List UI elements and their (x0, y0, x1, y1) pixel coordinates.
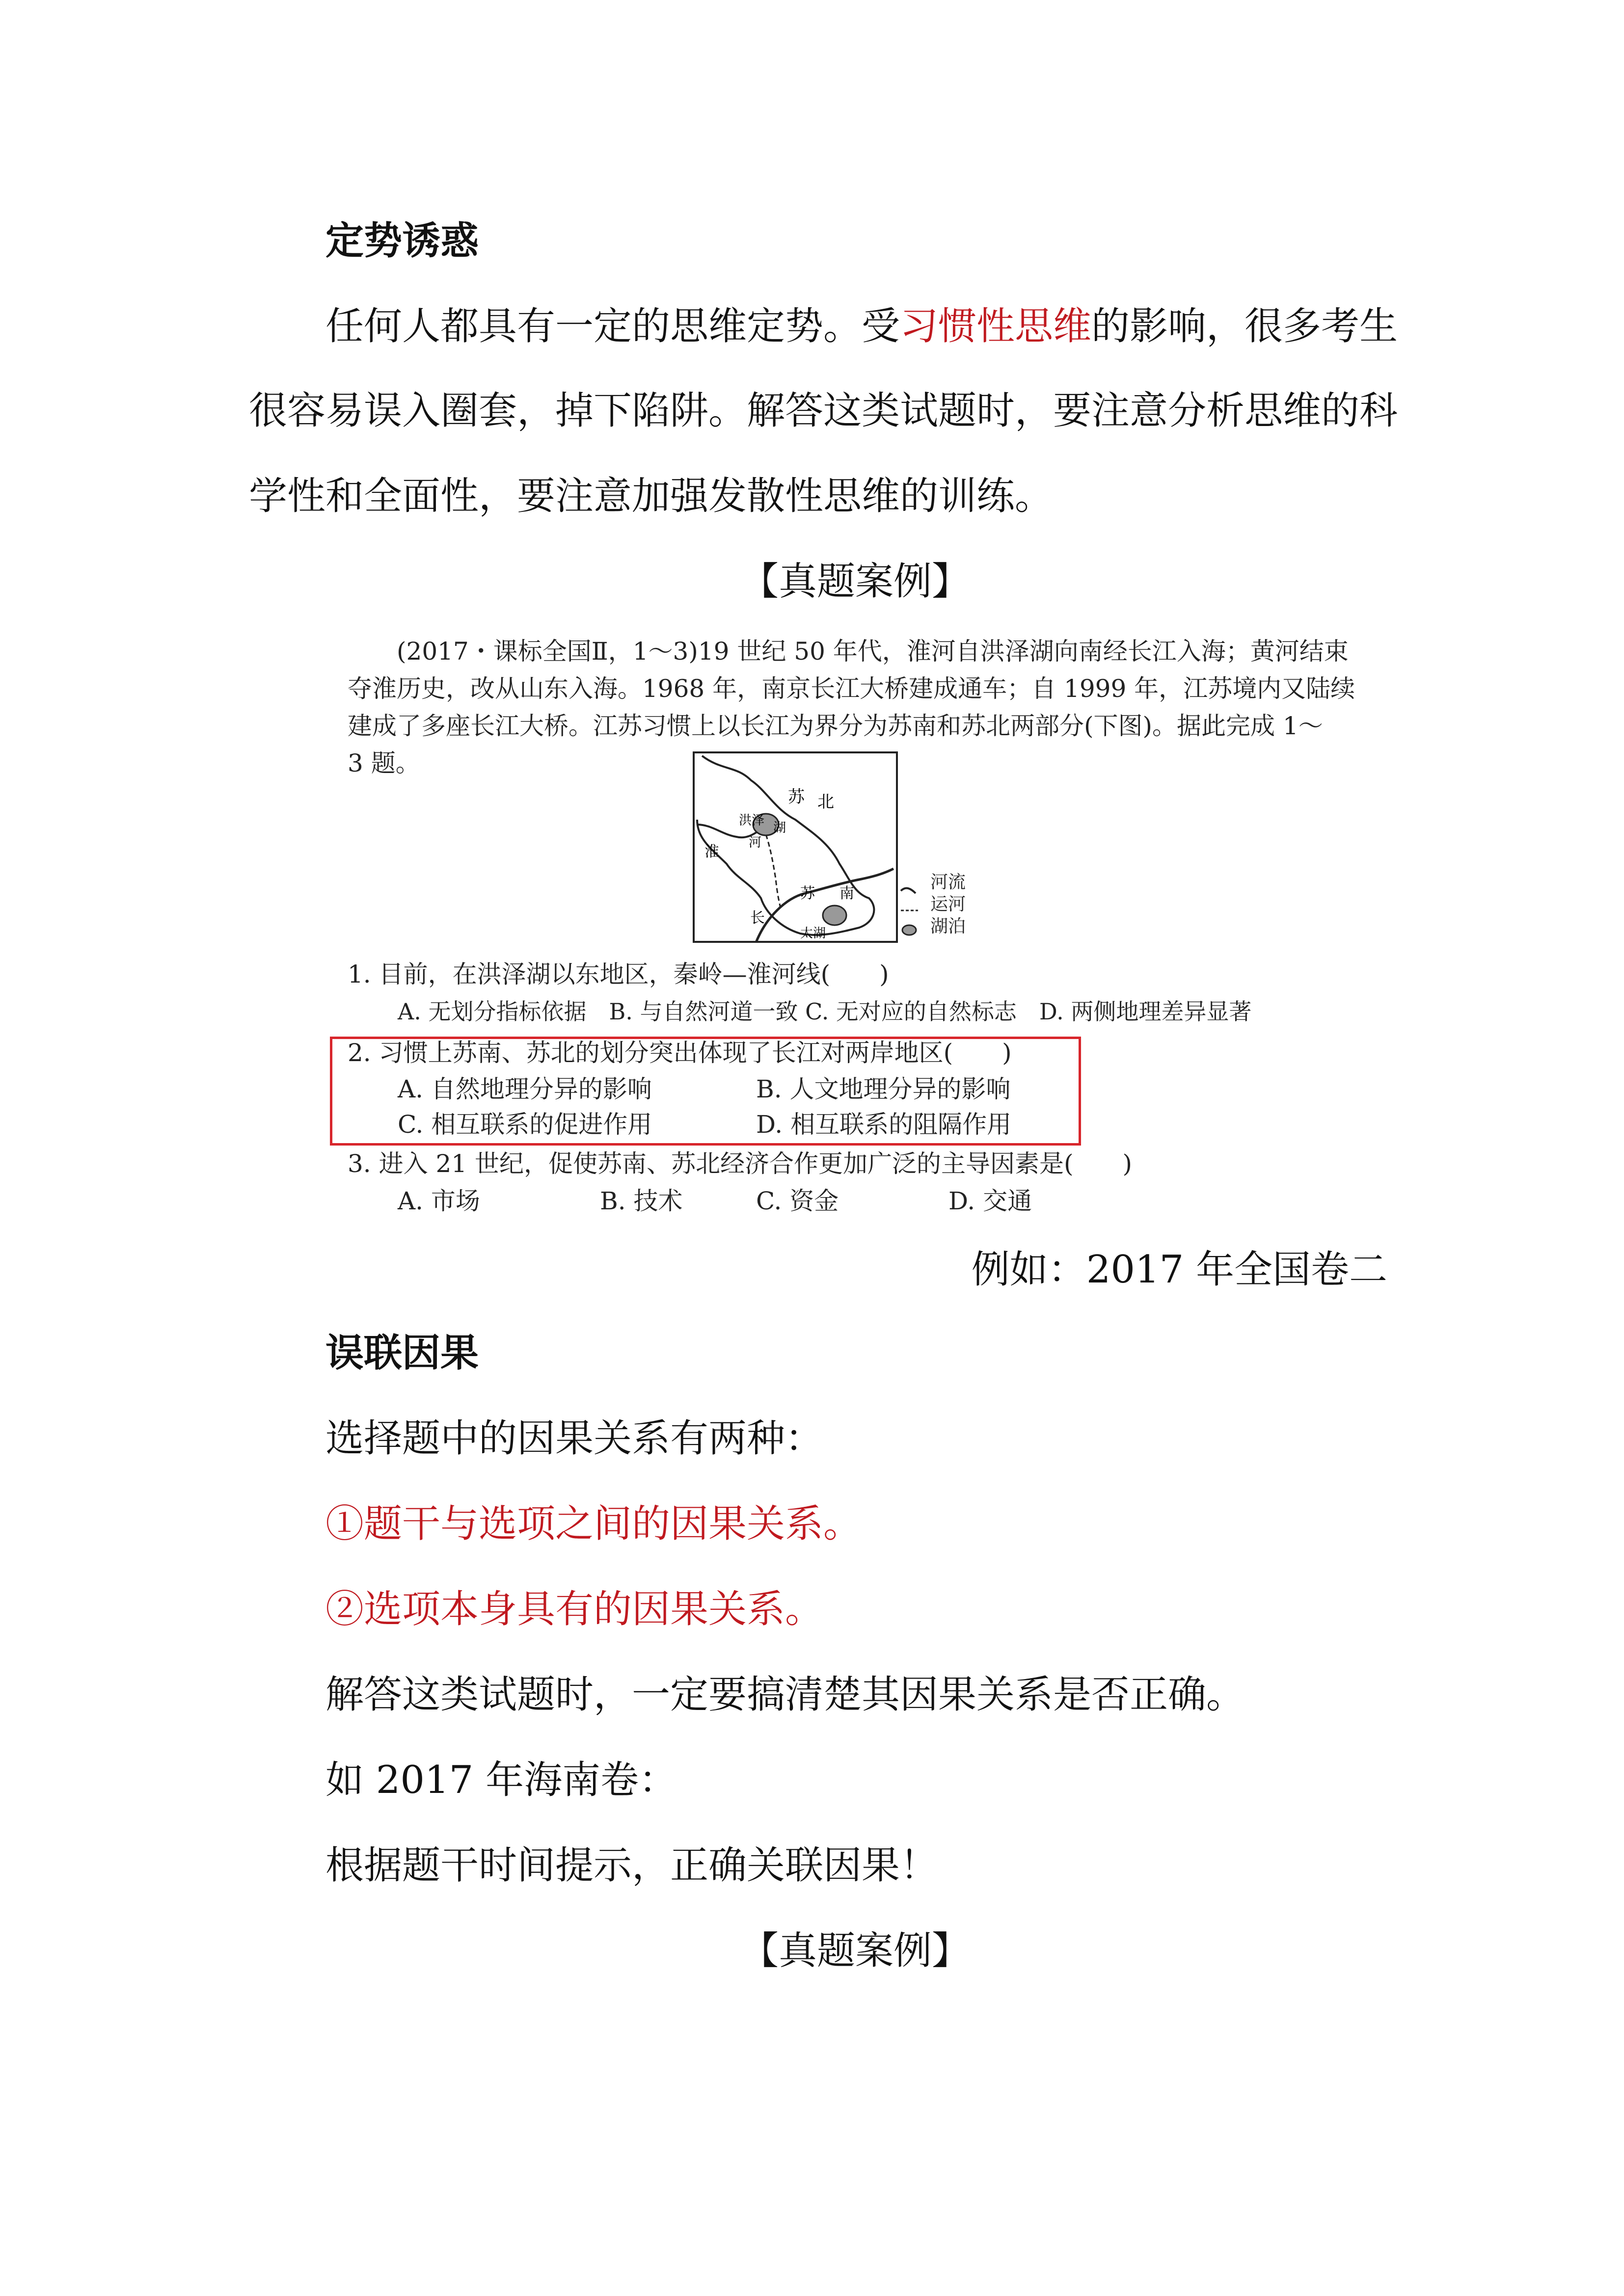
question-2-option-a: A. 自然地理分异的影响 (398, 1075, 652, 1103)
example-note: 例如：2017 年全国卷二 (971, 1248, 1387, 1292)
question-3-option-d: D. 交通 (948, 1187, 1032, 1215)
legend-label-canal: 运河 (930, 894, 966, 914)
question-1-stem: 1. 目前，在洪泽湖以东地区，秦岭—淮河线( ) (348, 960, 889, 988)
label-subei-2: 北 (817, 792, 834, 812)
legend-lake-icon (902, 925, 916, 935)
question-2-option-b: B. 人文地理分异的影响 (756, 1075, 1011, 1103)
label-taihu: 太湖 (800, 926, 826, 941)
label-sunan-2: 南 (839, 885, 854, 902)
question-3-option-a: A. 市场 (398, 1187, 480, 1215)
paragraph-line: 如 2017 年海南卷： (325, 1758, 677, 1802)
question-3-option-c: C. 资金 (756, 1187, 839, 1215)
question-2-option-c: C. 相互联系的促进作用 (398, 1110, 652, 1139)
label-hongze-3: 河 (749, 835, 762, 850)
legend-label-lake: 湖泊 (930, 916, 966, 936)
legend-label-river: 河流 (930, 872, 966, 892)
section-heading-wulian: 误联因果 (325, 1331, 479, 1375)
paragraph-line-3: 学性和全面性，要注意加强发散性思维的训练。 (249, 474, 1054, 518)
map-frame (694, 752, 897, 942)
label-chang: 长 (750, 909, 765, 927)
question-intro-line: (2017・课标全国Ⅱ，1～3)19 世纪 50 年代，淮河自洪泽湖向南经长江入海；黄河结束 (397, 637, 1349, 666)
label-subei-1: 苏 (788, 787, 805, 807)
case-title-2: 【真题案例】 (740, 1929, 971, 1973)
paragraph-line: 解答这类试题时，一定要搞清楚其因果关系是否正确。 (325, 1673, 1245, 1717)
taihu-lake (823, 906, 846, 925)
question-3-stem: 3. 进入 21 世纪，促使苏南、苏北经济合作更加广泛的主导因素是( ) (348, 1149, 1133, 1178)
map-svg (692, 751, 928, 947)
jiangsu-map (692, 751, 928, 947)
paragraph-text: 的影响，很多考生 (1091, 304, 1398, 348)
paragraph-line-2: 很容易误入圈套，掉下陷阱。解答这类试题时，要注意分析思维的科 (249, 389, 1398, 433)
list-item-1: ①题干与选项之间的因果关系。 (325, 1502, 862, 1546)
paragraph-line-1 (325, 304, 1398, 348)
case-title: 【真题案例】 (740, 560, 971, 604)
label-hongze-1: 洪泽 (739, 813, 765, 828)
question-1-options: A. 无划分指标依据 B. 与自然河道一致 C. 无对应的自然标志 D. 两侧地理差异显著 (398, 998, 1252, 1025)
highlight-text: 习惯性思维 (900, 304, 1092, 348)
paragraph-line: 选择题中的因果关系有两种： (325, 1416, 824, 1461)
question-intro-line: 3 题。 (348, 749, 420, 777)
paragraph-line: 根据题干时间提示，正确关联因果！ (325, 1843, 939, 1888)
question-3-option-b: B. 技术 (600, 1187, 683, 1215)
question-2-stem: 2. 习惯上苏南、苏北的划分突出体现了长江对两岸地区( ) (348, 1039, 1012, 1067)
question-intro-line: 夺淮历史，改从山东入海。1968 年，南京长江大桥建成通车；自 1999 年，江苏境内又陆续 (348, 674, 1355, 703)
label-huai: 淮 (704, 843, 719, 860)
list-item-2: ②选项本身具有的因果关系。 (325, 1587, 824, 1631)
legend-river-icon (901, 888, 916, 893)
question-2-option-d: D. 相互联系的阻隔作用 (756, 1110, 1012, 1139)
section-heading-dingshi: 定势诱惑 (325, 218, 479, 263)
label-hongze-2: 湖 (773, 821, 786, 835)
paragraph-text: 任何人都具有一定的思维定势。受 (325, 304, 900, 348)
question-intro-line: 建成了多座长江大桥。江苏习惯上以长江为界分为苏南和苏北两部分(下图)。据此完成 1～ (348, 712, 1323, 740)
label-sunan-1: 苏 (800, 885, 815, 902)
